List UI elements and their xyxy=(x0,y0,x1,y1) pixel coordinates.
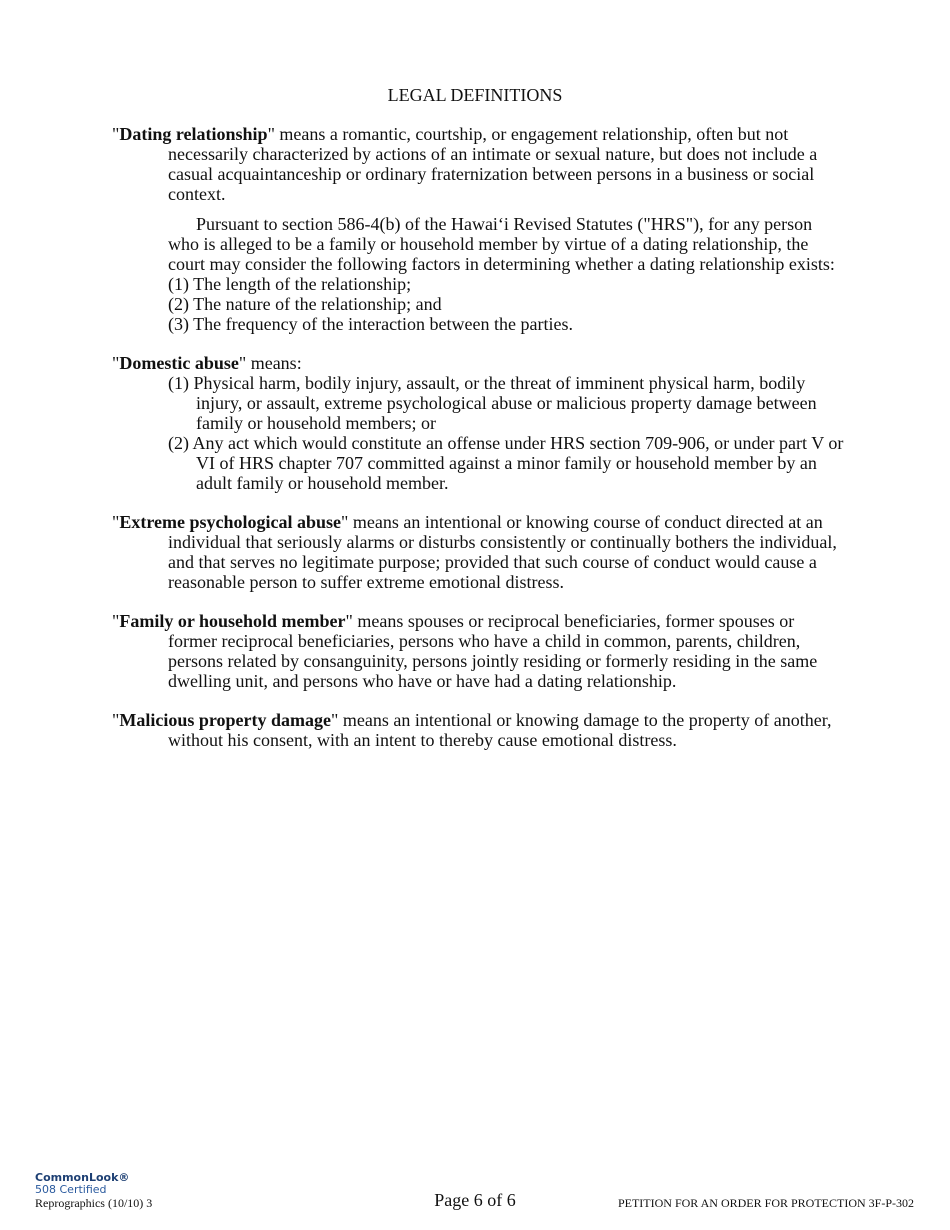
pursuant-paragraph: Pursuant to section 586-4(b) of the Hawai‘i Revised Statutes ("HRS"), for any person who is alleged to be a family or household member by virtue of a dating relationship, the court may consider the following factors in determining whether a dating relationship exists: xyxy=(168,214,835,274)
definition-dating-relationship xyxy=(112,124,847,204)
factor-item: (3) The frequency of the interaction between the parties. xyxy=(168,314,573,334)
open-quote: " xyxy=(112,353,120,373)
definition-malicious-property-damage xyxy=(112,710,847,750)
open-quote: " xyxy=(112,710,120,730)
term-domestic-abuse: Domestic abuse xyxy=(119,353,239,373)
domestic-abuse-item: (2) Any act which would constitute an offense under HRS section 709-906, or under part V or VI of HRS chapter 707 committed against a minor family or household member by an adult family or household member. xyxy=(168,433,844,493)
definition-domestic-abuse xyxy=(112,353,847,373)
open-quote: " xyxy=(112,124,120,144)
form-title: PETITION FOR AN ORDER FOR PROTECTION 3F-P-302 xyxy=(617,1196,914,1210)
term-extreme-psychological-abuse: Extreme psychological abuse xyxy=(119,512,342,532)
logo-certification: 508 Certified xyxy=(35,1183,107,1196)
definition-extreme-psychological-abuse xyxy=(112,512,847,592)
definition-text: " means a romantic, courtship, or engagement relationship, often but not necessarily characterized by actions of an intimate or sexual nature, but does not include a casual acquaintanceship or ordinary fraternization between persons in a business or social context. xyxy=(168,124,818,204)
definition-text: " means: xyxy=(238,353,302,373)
definition-text: " means an intentional or knowing course of conduct directed at an individual that seriously alarms or disturbs consistently or continually bothers the individual, and that serves no legitimate purpose; provided that such course of conduct would cause a reasonable person to suffer extreme emotional distress. xyxy=(168,512,837,592)
definition-family-or-household-member xyxy=(112,611,847,691)
domestic-abuse-item: (1) Physical harm, bodily injury, assault, or the threat of imminent physical harm, bodily injury, or assault, extreme psychological abuse or malicious property damage between family or household members; or xyxy=(168,373,817,433)
definition-text: " means an intentional or knowing damage to the property of another, without his consent, with an intent to thereby cause emotional distress. xyxy=(168,710,832,750)
open-quote: " xyxy=(112,512,120,532)
definitions-body xyxy=(112,124,847,750)
term-family-or-household-member: Family or household member xyxy=(119,611,346,631)
reprographics-note: Reprographics (10/10) 3 xyxy=(35,1196,153,1210)
open-quote: " xyxy=(112,611,120,631)
factor-item: (2) The nature of the relationship; and xyxy=(168,294,442,314)
term-dating-relationship: Dating relationship xyxy=(119,124,268,144)
factor-item: (1) The length of the relationship; xyxy=(168,274,412,294)
term-malicious-property-damage: Malicious property damage xyxy=(119,710,332,730)
page-title: LEGAL DEFINITIONS xyxy=(387,85,563,105)
definition-text: " means spouses or reciprocal beneficiaries, former spouses or former reciprocal beneficiaries, persons who have a child in common, parents, children, persons related by consanguinity, persons jointly residing or formerly residing in the same dwelling unit, and persons who have or have had a dating relationship. xyxy=(168,611,818,691)
page-number: Page 6 of 6 xyxy=(434,1190,516,1210)
logo-brand: CommonLook® xyxy=(35,1171,130,1184)
